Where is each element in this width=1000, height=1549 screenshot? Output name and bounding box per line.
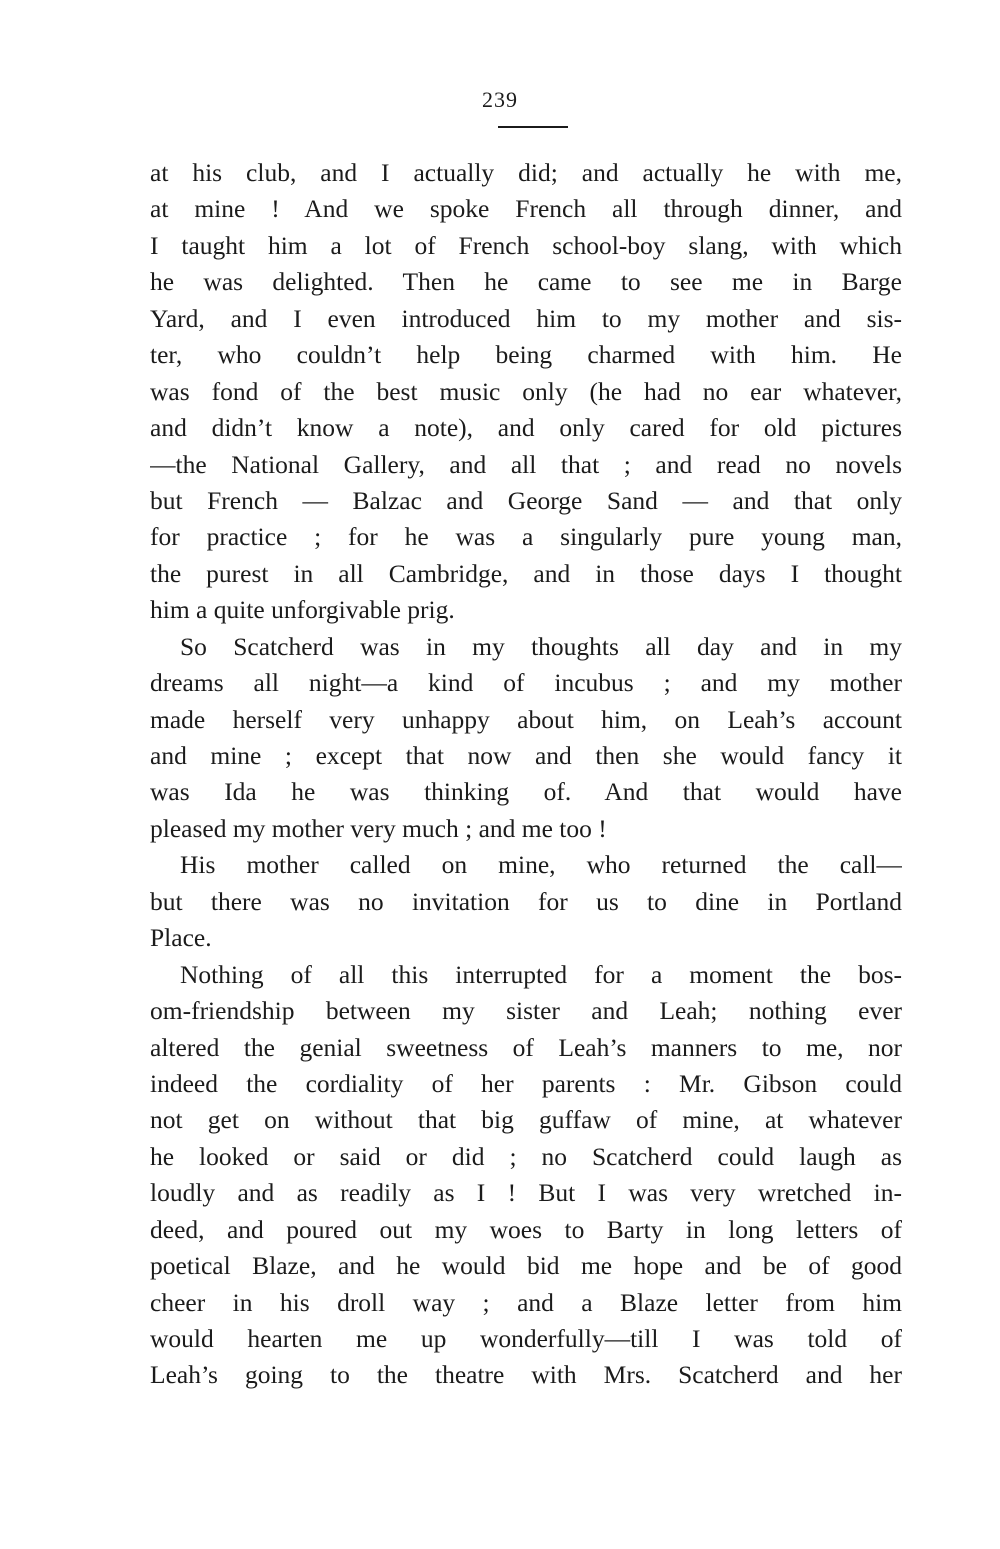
text-line: om-friendship between my sister and Leah; nothing ever — [150, 996, 902, 1026]
text-line: poetical Blaze, and he would bid me hope and be of good — [150, 1251, 902, 1281]
text-line: Leah’s going to the theatre with Mrs. Scatcherd and her — [150, 1360, 902, 1390]
text-line: —the National Gallery, and all that ; and read no novels — [150, 449, 902, 479]
body-text — [150, 155, 902, 1394]
text-line: cheer in his droll way ; and a Blaze letter from him — [150, 1287, 902, 1317]
text-line: but French — Balzac and George Sand — and that only — [150, 485, 902, 515]
text-line: deed, and poured out my woes to Barty in long letters of — [150, 1214, 902, 1244]
text-line: ter, who couldn’t help being charmed with him. He — [150, 340, 902, 370]
header-rule — [498, 126, 568, 128]
text-line: indeed the cordiality of her parents : Mr. Gibson could — [150, 1068, 902, 1098]
text-line: His mother called on mine, who returned the call— — [180, 850, 902, 880]
text-line: him a quite unforgivable prig. — [150, 595, 455, 625]
text-line: pleased my mother very much ; and me too ! — [150, 813, 607, 843]
text-line: and didn’t know a note), and only cared for old pictures — [150, 413, 902, 443]
text-line: dreams all night—a kind of incubus ; and my mother — [150, 668, 902, 698]
text-line: and mine ; except that now and then she would fancy it — [150, 741, 902, 770]
text-line: So Scatcherd was in my thoughts all day and in my — [180, 631, 902, 661]
text-line: but there was no invitation for us to dine in Portland — [150, 886, 902, 916]
page-number: 239 — [482, 87, 518, 112]
text-line: I taught him a lot of French school-boy slang, with which — [150, 230, 902, 260]
text-line: for practice ; for he was a singularly pure young man, — [150, 522, 902, 552]
text-line: made herself very unhappy about him, on Leah’s account — [150, 704, 902, 734]
text-line: loudly and as readily as I ! But I was very wretched in- — [150, 1178, 902, 1208]
text-line: not get on without that big guffaw of mine, at whatever — [150, 1105, 902, 1135]
text-line: Place. — [150, 923, 212, 953]
text-line: would hearten me up wonderfully—till I was told of — [150, 1324, 902, 1353]
text-line: was Ida he was thinking of. And that would have — [150, 777, 902, 807]
text-line: was fond of the best music only (he had no ear whatever, — [150, 376, 902, 406]
text-line: the purest in all Cambridge, and in those days I thought — [150, 558, 902, 588]
text-line: he looked or said or did ; no Scatcherd could laugh as — [150, 1141, 902, 1171]
text-line: at his club, and I actually did; and actually he with me, — [150, 158, 902, 187]
text-line: at mine ! And we spoke French all through dinner, and — [150, 194, 902, 224]
text-line: altered the genial sweetness of Leah’s manners to me, nor — [150, 1032, 902, 1062]
text-line: Yard, and I even introduced him to my mother and sis- — [150, 303, 902, 333]
text-line: he was delighted. Then he came to see me in Barge — [150, 267, 902, 297]
text-line: Nothing of all this interrupted for a moment the bos- — [180, 959, 902, 989]
